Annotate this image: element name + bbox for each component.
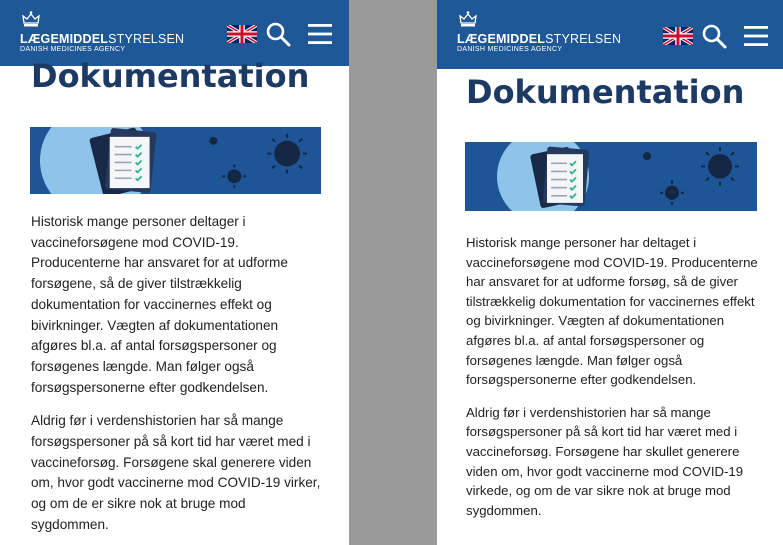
documentation-banner (465, 142, 757, 211)
paragraph: Historisk mange personer har deltaget i vaccineforsøgene mod COVID-19. Producenterne har ansvaret for at udforme forsøg, så de giver tilstrækkelig dokumentation for vaccinernes effekt og bivirkninger. Vægten af dokumentationen afgøres bl.a. af antal forsøgspersoner og forsøgenes længde. Man følger også forsøgspersonerne efter godkendelsen. (466, 235, 758, 388)
crown-icon (20, 10, 42, 32)
agency-logo[interactable] (20, 10, 184, 54)
agency-logo[interactable] (457, 10, 621, 54)
crown-icon (457, 10, 479, 32)
brand-subtitle: DANISH MEDICINES AGENCY (20, 46, 126, 53)
paragraph: Aldrig før i verdenshistorien har så mange forsøgspersoner på så kort tid har været med i vaccineforsøg. Forsøgene har skullet generere viden om, hvor godt vaccinerne mod COVID-19 virkede, og om de var sikre nok at bruge mod sygdommen. (466, 404, 744, 518)
brand-subtitle: DANISH MEDICINES AGENCY (457, 46, 563, 53)
article-body (31, 212, 323, 545)
paragraph: Historisk mange personer deltager i vaccineforsøgene mod COVID-19. Producenterne har ansvaret for at udforme forsøgene, så de giver tilstrækkelig dokumentation for vaccinernes effekt og bivirkninger. Vægten af dokumentationen afgøres bl.a. af antal forsøgspersoner og forsøgenes længde. Man følger også forsøgspersonerne efter godkendelsen. (31, 214, 288, 395)
documentation-banner (30, 127, 321, 194)
site-header (437, 0, 783, 69)
screenshot-before (0, 0, 349, 545)
hamburger-menu-icon[interactable] (307, 23, 333, 45)
paragraph: Aldrig før i verdenshistorien har så mange forsøgspersoner på så kort tid har været med i vaccineforsøg. Forsøgene skal generere viden om, hvor godt vaccinerne mod COVID-19 virker, og om de er sikre nok at bruge mod sygdommen. (31, 413, 321, 532)
article-body (466, 233, 766, 533)
hamburger-menu-icon[interactable] (743, 25, 769, 47)
page-title: Dokumentation (466, 73, 745, 111)
search-icon[interactable] (265, 21, 291, 47)
search-icon[interactable] (701, 23, 727, 49)
uk-flag-icon[interactable] (663, 27, 693, 45)
screenshot-after (437, 0, 783, 545)
uk-flag-icon[interactable] (227, 25, 257, 43)
brand-name: LÆGEMIDDELSTYRELSEN (20, 32, 185, 46)
page-title: Dokumentation (31, 57, 310, 95)
brand-name: LÆGEMIDDELSTYRELSEN (457, 32, 622, 46)
